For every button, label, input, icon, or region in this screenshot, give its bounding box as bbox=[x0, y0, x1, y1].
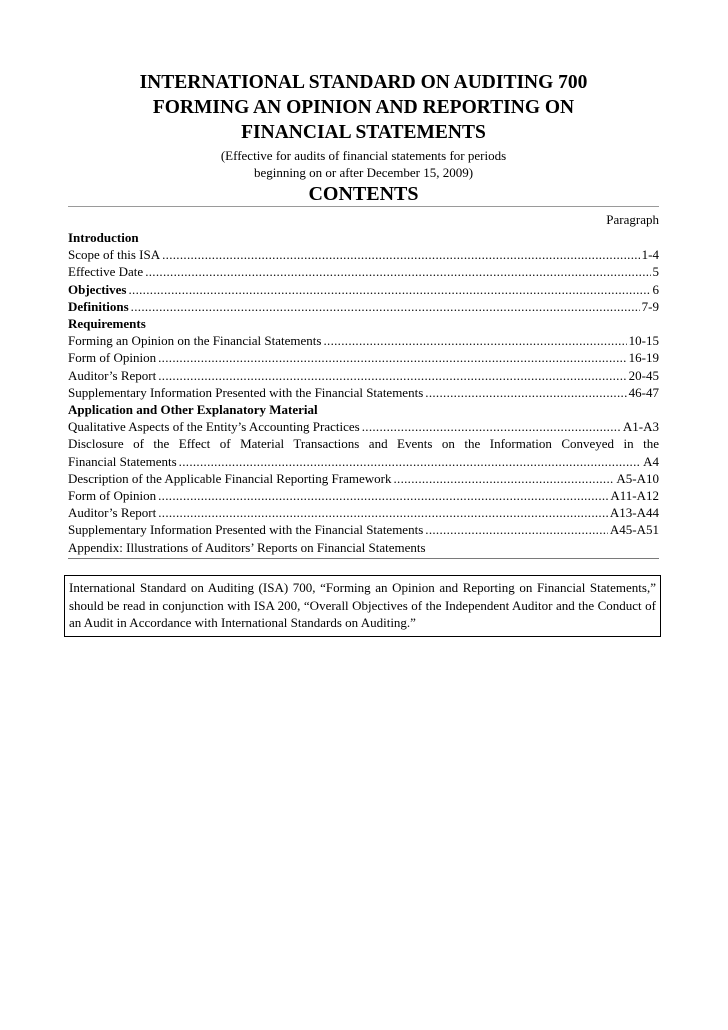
top-divider bbox=[68, 206, 659, 207]
toc-entry[interactable] bbox=[68, 470, 659, 487]
reading-note-box: International Standard on Auditing (ISA) 700, “Forming an Opinion and Reporting on Financial Statements,” should be read in conjunction with ISA 200, “Overall Objectives of the Independent Auditor and the Conduct of an Audit in Accordance with International Standards on Auditing.” bbox=[64, 575, 661, 637]
dot-leader bbox=[158, 349, 627, 366]
toc-entry[interactable] bbox=[68, 246, 659, 263]
dot-leader bbox=[145, 263, 650, 280]
dot-leader bbox=[323, 332, 626, 349]
toc-entry-paragraphs: 10-15 bbox=[628, 333, 659, 349]
toc-entry-paragraphs: 1-4 bbox=[641, 247, 659, 263]
section-heading-application: Application and Other Explanatory Material bbox=[68, 402, 318, 418]
toc-entry[interactable] bbox=[68, 487, 659, 504]
toc-entry-label: Objectives bbox=[68, 281, 127, 297]
toc-entry-paragraphs: A1-A3 bbox=[622, 419, 659, 435]
document-page bbox=[68, 70, 659, 559]
toc-entry[interactable] bbox=[68, 453, 659, 470]
document-title bbox=[68, 70, 659, 145]
toc-entry[interactable] bbox=[68, 349, 659, 366]
dot-leader bbox=[131, 298, 640, 315]
toc-entry-label: Financial Statements bbox=[68, 453, 177, 469]
toc-entry[interactable] bbox=[68, 521, 659, 538]
dot-leader bbox=[425, 384, 626, 401]
toc-entry-paragraphs: A5-A10 bbox=[616, 470, 659, 486]
toc-entry-paragraphs: 46-47 bbox=[628, 384, 659, 400]
toc-entry[interactable] bbox=[68, 384, 659, 401]
title-line-2: FORMING AN OPINION AND REPORTING ON bbox=[152, 97, 575, 118]
toc-entry[interactable] bbox=[68, 367, 659, 384]
toc-entry-paragraphs: 5 bbox=[652, 264, 659, 280]
contents-heading: CONTENTS bbox=[308, 183, 419, 205]
toc-entry[interactable] bbox=[68, 418, 659, 435]
toc-entry-paragraphs: 7-9 bbox=[641, 298, 659, 314]
toc-entry-paragraphs: A4 bbox=[643, 453, 659, 469]
dot-leader bbox=[158, 487, 608, 504]
toc-entry[interactable] bbox=[68, 504, 659, 521]
toc-entry[interactable] bbox=[68, 263, 659, 280]
toc-entry-label: Supplementary Information Presented with the Financial Statements bbox=[68, 384, 424, 400]
dot-leader bbox=[179, 453, 641, 470]
dot-leader bbox=[425, 521, 608, 538]
toc-entry[interactable] bbox=[68, 332, 659, 349]
effective-line-2: beginning on or after December 15, 2009) bbox=[253, 165, 474, 180]
toc-entry-label: Description of the Applicable Financial Reporting Framework bbox=[68, 470, 392, 486]
toc-entry-label: Qualitative Aspects of the Entity’s Accounting Practices bbox=[68, 419, 360, 435]
toc-entry-wrapped-line[interactable]: Disclosure of the Effect of Material Transactions and Events on the Information Conveyed in the bbox=[68, 436, 659, 452]
effective-line-1: (Effective for audits of financial statements for periods bbox=[220, 148, 507, 163]
toc-entry-label: Definitions bbox=[68, 298, 129, 314]
section-heading-introduction: Introduction bbox=[68, 230, 139, 245]
dot-leader bbox=[158, 367, 626, 384]
dot-leader bbox=[158, 504, 608, 521]
toc-entry-label: Scope of this ISA bbox=[68, 247, 161, 263]
dot-leader bbox=[393, 470, 614, 487]
toc-entry-paragraphs: 20-45 bbox=[628, 367, 659, 383]
table-of-contents bbox=[68, 229, 659, 559]
toc-entry-paragraphs: A13-A44 bbox=[609, 505, 659, 521]
dot-leader bbox=[162, 246, 640, 263]
dot-leader bbox=[362, 418, 621, 435]
toc-entry-label: Supplementary Information Presented with the Financial Statements bbox=[68, 522, 424, 538]
toc-entry-definitions[interactable] bbox=[68, 298, 659, 315]
toc-entry-label: Auditor’s Report bbox=[68, 505, 157, 521]
title-line-1: INTERNATIONAL STANDARD ON AUDITING 700 bbox=[139, 72, 588, 93]
bottom-divider bbox=[68, 558, 659, 559]
toc-entry-paragraphs: A11-A12 bbox=[610, 488, 659, 504]
toc-entry-label: Forming an Opinion on the Financial Statements bbox=[68, 333, 322, 349]
toc-entry-objectives[interactable] bbox=[68, 281, 659, 298]
toc-entry-paragraphs: 6 bbox=[652, 281, 659, 297]
toc-entry-label: Form of Opinion bbox=[68, 488, 157, 504]
paragraph-column-label: Paragraph bbox=[606, 212, 659, 227]
effective-date-note bbox=[68, 147, 659, 181]
toc-entry-paragraphs: A45-A51 bbox=[609, 522, 659, 538]
toc-entry-label: Effective Date bbox=[68, 264, 144, 280]
toc-entry-label: Auditor’s Report bbox=[68, 367, 157, 383]
section-heading-requirements: Requirements bbox=[68, 316, 146, 332]
toc-entry-label: Form of Opinion bbox=[68, 350, 157, 366]
toc-entry-appendix[interactable]: Appendix: Illustrations of Auditors’ Reports on Financial Statements bbox=[68, 539, 426, 555]
dot-leader bbox=[128, 281, 650, 298]
title-line-3: FINANCIAL STATEMENTS bbox=[241, 122, 486, 143]
toc-entry-paragraphs: 16-19 bbox=[628, 350, 659, 366]
